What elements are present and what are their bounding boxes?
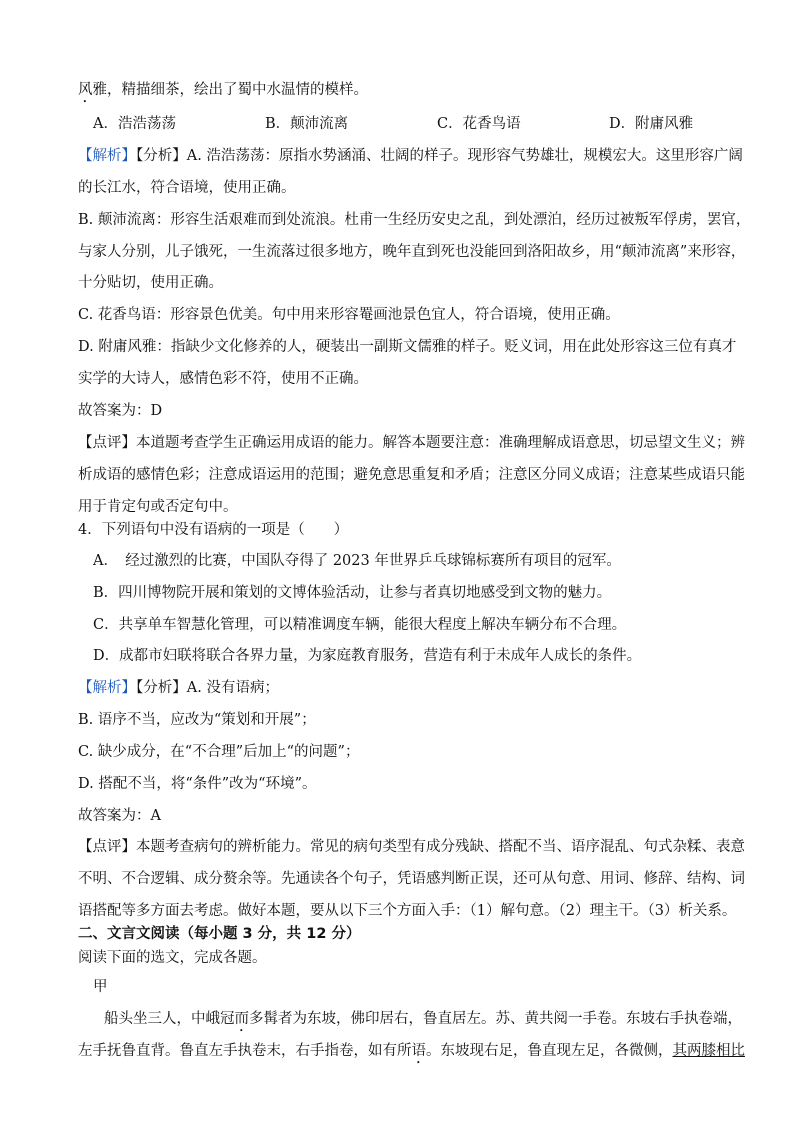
- q4-analysis-c: C. 缺少成分，在“不合理”后加上“的问题”；: [78, 744, 360, 760]
- section-heading: 二、文言文阅读（每小题 3 分，共 12 分）: [78, 926, 361, 942]
- fenxi-tag: 【分析】: [136, 148, 187, 164]
- q3-analysis-line-1: 【解析】【分析】A. 浩浩荡荡：原指水势涵涌、壮阔的样子。现形容气势雄壮，规模宏大。这里形容广阔: [78, 148, 743, 164]
- q3-b-line-1: B. 颠沛流离：形容生活艰难而到处流浪。杜甫一生经历安史之乱，到处漂泊，经历过被叛军俘虏，罢官，: [78, 212, 751, 228]
- comment-tag: 【点评】: [78, 839, 136, 855]
- q4-stem: 4．下列语句中没有语病的一项是（ ）: [78, 522, 349, 538]
- analysis-tag: 【解析】: [78, 680, 136, 696]
- q4-option-c[interactable]: C．共享单车智慧化管理，可以精准调度车辆，能很大程度上解决车辆分布不合理。: [93, 617, 627, 633]
- q3-options: [93, 114, 758, 134]
- analysis-tag: 【解析】: [78, 148, 136, 164]
- q4-answer: 故答案为：A: [78, 808, 161, 824]
- passage-line-1: 船头坐三人，中峨冠而多髯者为东坡，佛印居右，鲁直居左。苏、黄共阅一手卷。东坡右手执卷端，: [104, 1011, 742, 1027]
- q3-option-b[interactable]: B．颠沛流离: [265, 116, 349, 132]
- q4-comment-line-2: 不明、不合逻辑、成分赘余等。先通读各个句子，凭语感判断正误，还可从句意、用词、修辞、结构、词: [78, 871, 745, 887]
- q3-c-line-1: C. 花香鸟语：形容景色优美。句中用来形容罨画池景色宜人，符合语境，使用正确。: [78, 307, 620, 323]
- q4-option-b[interactable]: B．四川博物院开展和策划的文博体验活动，让参与者真切地感受到文物的魅力。: [93, 585, 612, 601]
- q3-option-c[interactable]: C．花香鸟语: [437, 116, 521, 132]
- q3-answer: 故答案为：D: [78, 403, 163, 419]
- q4-analysis-b: B. 语序不当，应改为“策划和开展”；: [78, 712, 316, 728]
- dotted-char: 语: [411, 1043, 426, 1059]
- dotted-char: 风: [78, 82, 93, 98]
- q4-comment-line-3: 语搭配等多方面去考虑。做好本题，要从以下三个方面入手：（1）解句意。（2）理主干。（3）析关系。: [78, 903, 737, 919]
- q4-analysis-d: D. 搭配不当，将“条件”改为“环境”。: [78, 776, 317, 792]
- q3-comment-line-3: 用于肯定句或否定句中。: [78, 499, 238, 515]
- comment-tag: 【点评】: [78, 435, 136, 451]
- q4-option-d[interactable]: D．成都市妇联将联合各界力量，为家庭教育服务，营造有利于未成年人成长的条件。: [93, 648, 642, 664]
- q3-b-line-3: 十分贴切，使用正确。: [78, 275, 223, 291]
- q3-option-a[interactable]: A．浩浩荡荡: [93, 116, 176, 132]
- q4-comment-line-1: 【点评】本题考查病句的辨析能力。常见的病句类型有成分残缺、搭配不当、语序混乱、句式杂糅、表意: [78, 839, 745, 855]
- q3-stem-tail: 风雅，精描细茶，绘出了蜀中水温情的模样。: [78, 82, 368, 98]
- q3-option-d[interactable]: D．附庸风雅: [609, 116, 694, 132]
- underlined-phrase: 其两膝相比: [672, 1043, 745, 1059]
- q3-analysis-line-2: 的长江水，符合语境，使用正确。: [78, 180, 296, 196]
- q4-analysis-line-1: 【解析】【分析】A. 没有语病；: [78, 680, 279, 696]
- fenxi-tag: 【分析】: [136, 680, 187, 696]
- section-instruction: 阅读下面的选文，完成各题。: [78, 950, 267, 966]
- q3-d-line-2: 实学的大诗人，感情色彩不符，使用不正确。: [78, 371, 368, 387]
- passage-label: 甲: [93, 979, 108, 995]
- dotted-char: 而: [234, 1011, 249, 1027]
- passage-line-2: 左手抚鲁直背。鲁直左手执卷末，右手指卷，如有所语。东坡现右足，鲁直现左足，各微侧，其两膝相比: [78, 1043, 745, 1059]
- q3-comment-line-1: 【点评】本道题考查学生正确运用成语的能力。解答本题要注意：准确理解成语意思，切忌望文生义；辨: [78, 435, 745, 451]
- q3-b-line-2: 与家人分别，儿子饿死，一生流落过很多地方，晚年直到死也没能回到洛阳故乡，用“颠沛流离”来形容，: [78, 244, 746, 260]
- q4-option-a[interactable]: A． 经过激烈的比赛，中国队夺得了 2023 年世界乒乓球锦标赛所有项目的冠军。: [93, 553, 621, 569]
- q3-d-line-1: D. 附庸风雅：指缺少文化修养的人，硬装出一副斯文儒雅的样子。贬义词，用在此处形容这三位有真才: [78, 339, 737, 355]
- q3-comment-line-2: 析成语的感情色彩；注意成语运用的范围；避免意思重复和矛盾；注意区分同义成语；注意某些成语只能: [78, 467, 745, 483]
